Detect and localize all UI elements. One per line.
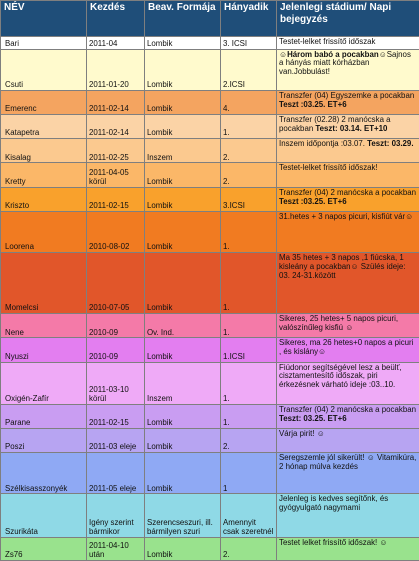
- name-cell: Momelcsi: [1, 253, 87, 314]
- status-text: Várja pirit! ☺: [279, 429, 325, 439]
- table-row: [1, 37, 419, 50]
- method-cell: Inszem: [145, 362, 221, 404]
- name-cell: Parane: [1, 404, 87, 428]
- status-text: Seregszemle jól sikerült! ☺ Vitamikúra, 2 hónap múlva kezdés: [279, 453, 417, 472]
- name-cell: Emerenc: [1, 90, 87, 114]
- header-row: [1, 1, 419, 37]
- name-cell: Oxigén-Zafír: [1, 362, 87, 404]
- nth-cell: 1.: [221, 404, 277, 428]
- method-cell: Lombik: [145, 187, 221, 211]
- start-cell: 2011-04: [87, 37, 145, 50]
- start-cell: 2011-02-14: [87, 114, 145, 138]
- method-cell: Lombik: [145, 453, 221, 494]
- status-highlight: Három babó a pocakban: [287, 49, 379, 59]
- status-cell: [277, 338, 419, 362]
- table-row: [1, 314, 419, 338]
- table-row: [1, 211, 419, 252]
- table-row: [1, 187, 419, 211]
- table-row: [1, 537, 419, 560]
- status-highlight: Teszt: 03.25. ET+6: [279, 413, 347, 423]
- start-cell: 2011-03 eleje: [87, 429, 145, 453]
- status-highlight: Teszt :03.25. ET+6: [279, 99, 347, 109]
- status-text: Inszem időpontja :03.07.: [279, 139, 368, 149]
- status-cell: [277, 453, 419, 494]
- table-row: [1, 139, 419, 163]
- start-cell: 2011-03-10 körül: [87, 362, 145, 404]
- status-highlight: Teszt :03.25. ET+6: [279, 196, 347, 206]
- name-cell: Kriszto: [1, 187, 87, 211]
- status-cell: [277, 494, 419, 537]
- status-text: Transzfer (04) 2 manócska a pocakban: [279, 404, 416, 414]
- status-cell: [277, 362, 419, 404]
- status-cell: [277, 404, 419, 428]
- method-cell: Szerencseszuri, ill. bármilyen szuri: [145, 494, 221, 537]
- name-cell: Bari: [1, 37, 87, 50]
- nth-cell: 2.: [221, 163, 277, 187]
- status-text: Fiúdonor segítségével lesz a beülť, cisztamentesítő időszak, piri érkezésnek várható ideje :03..10.: [279, 362, 402, 390]
- method-cell: Lombik: [145, 338, 221, 362]
- status-cell: [277, 187, 419, 211]
- table-row: [1, 114, 419, 138]
- nth-cell: 3. ICSI: [221, 37, 277, 50]
- status-text: ☺: [279, 49, 288, 59]
- header-nth: Hányadik: [221, 1, 277, 37]
- status-text: Testet-lelket frissítő időszak!: [279, 163, 378, 173]
- status-cell: [277, 49, 419, 90]
- name-cell: Poszi: [1, 429, 87, 453]
- status-text: Transzfer (04) Egyszemke a pocakban: [279, 90, 415, 100]
- start-cell: 2011-02-25: [87, 139, 145, 163]
- nth-cell: 4.: [221, 90, 277, 114]
- header-method: Beav. Formája: [145, 1, 221, 37]
- table-row: [1, 362, 419, 404]
- status-cell: [277, 163, 419, 187]
- nth-cell: 1.: [221, 114, 277, 138]
- nth-cell: 1.: [221, 253, 277, 314]
- status-cell: [277, 211, 419, 252]
- start-cell: 2011-05 eleje: [87, 453, 145, 494]
- method-cell: Ov. Ind.: [145, 314, 221, 338]
- status-text: Testet lelket frissítő időszak! ☺: [279, 537, 388, 547]
- name-cell: Szélkisasszonyék: [1, 453, 87, 494]
- status-cell: [277, 314, 419, 338]
- status-cell: [277, 114, 419, 138]
- status-text: 31.hetes + 3 napos picuri, kisfiút vár☺: [279, 211, 414, 221]
- start-cell: 2010-09: [87, 338, 145, 362]
- status-text: Testet-lelket frissítő időszak: [279, 37, 376, 46]
- method-cell: Lombik: [145, 537, 221, 560]
- method-cell: Lombik: [145, 49, 221, 90]
- start-cell: Igény szerint bármikor: [87, 494, 145, 537]
- name-cell: Kisalag: [1, 139, 87, 163]
- nth-cell: 1.: [221, 314, 277, 338]
- start-cell: 2011-02-15: [87, 187, 145, 211]
- name-cell: Szurikáta: [1, 494, 87, 537]
- name-cell: Nene: [1, 314, 87, 338]
- method-cell: Inszem: [145, 139, 221, 163]
- nth-cell: 2.ICSI: [221, 49, 277, 90]
- name-cell: Zs76: [1, 537, 87, 560]
- nth-cell: 1.: [221, 362, 277, 404]
- name-cell: Kretty: [1, 163, 87, 187]
- start-cell: 2011-01-20: [87, 49, 145, 90]
- status-text: Jelenleg is kedves segítőnk, és gyógyulgató nagymami: [279, 494, 389, 513]
- nth-cell: 2.: [221, 139, 277, 163]
- method-cell: Lombik: [145, 429, 221, 453]
- nth-cell: Amennyit csak szeretnél: [221, 494, 277, 537]
- status-highlight: Teszt: 03.29.: [367, 139, 414, 149]
- header-status: Jelenlegi stádium/ Napi bejegyzés: [277, 1, 419, 37]
- nth-cell: 1.ICSI: [221, 338, 277, 362]
- status-cell: [277, 139, 419, 163]
- header-name: NÉV: [1, 1, 87, 37]
- start-cell: 2011-02-15: [87, 404, 145, 428]
- status-text: Sikeres, ma 26 hetes+0 napos a picuri , és kislány☺: [279, 338, 414, 357]
- status-text: Transzfer (04) 2 manócska a pocakban: [279, 187, 416, 197]
- status-cell: [277, 37, 419, 50]
- table-row: [1, 49, 419, 90]
- status-cell: [277, 253, 419, 314]
- status-cell: [277, 90, 419, 114]
- table-row: [1, 404, 419, 428]
- status-text-after: ☺Sajnos a hányás miatt kórházban van.Jobbulást!: [279, 49, 411, 77]
- table-row: [1, 338, 419, 362]
- method-cell: Lombik: [145, 90, 221, 114]
- table-row: [1, 163, 419, 187]
- method-cell: Lombik: [145, 253, 221, 314]
- status-highlight: Teszt: 03.14. ET+10: [315, 123, 388, 133]
- start-cell: 2010-09: [87, 314, 145, 338]
- nth-cell: 1: [221, 453, 277, 494]
- status-text: Transzfer (02.28) 2 manócska a pocakban: [279, 114, 391, 133]
- start-cell: 2010-07-05: [87, 253, 145, 314]
- nth-cell: 2.: [221, 429, 277, 453]
- table-row: [1, 429, 419, 453]
- start-cell: 2011-02-14: [87, 90, 145, 114]
- name-cell: Katapetra: [1, 114, 87, 138]
- method-cell: Lombik: [145, 37, 221, 50]
- method-cell: Lombik: [145, 114, 221, 138]
- name-cell: Csuti: [1, 49, 87, 90]
- method-cell: Lombik: [145, 404, 221, 428]
- table-row: [1, 453, 419, 494]
- status-cell: [277, 429, 419, 453]
- method-cell: Lombik: [145, 163, 221, 187]
- status-cell: [277, 537, 419, 560]
- nth-cell: 2.: [221, 537, 277, 560]
- start-cell: 2011-04-05 körül: [87, 163, 145, 187]
- status-text: Sikeres, 25 hetes+ 5 napos picuri, valószínűleg kisfiú ☺: [279, 314, 399, 333]
- status-text: Ma 35 hetes + 3 napos ,1 fiúcska, 1 kisleány a pocakban☺ Szülés ideje: 03. 24-31.között: [279, 253, 406, 280]
- method-cell: Lombik: [145, 211, 221, 252]
- name-cell: Nyuszi: [1, 338, 87, 362]
- table-row: [1, 253, 419, 314]
- table-row: [1, 90, 419, 114]
- table-row: [1, 494, 419, 537]
- nth-cell: 1.: [221, 211, 277, 252]
- start-cell: 2010-08-02: [87, 211, 145, 252]
- nth-cell: 3.ICSI: [221, 187, 277, 211]
- start-cell: 2011-04-10 után: [87, 537, 145, 560]
- header-start: Kezdés: [87, 1, 145, 37]
- name-cell: Loorena: [1, 211, 87, 252]
